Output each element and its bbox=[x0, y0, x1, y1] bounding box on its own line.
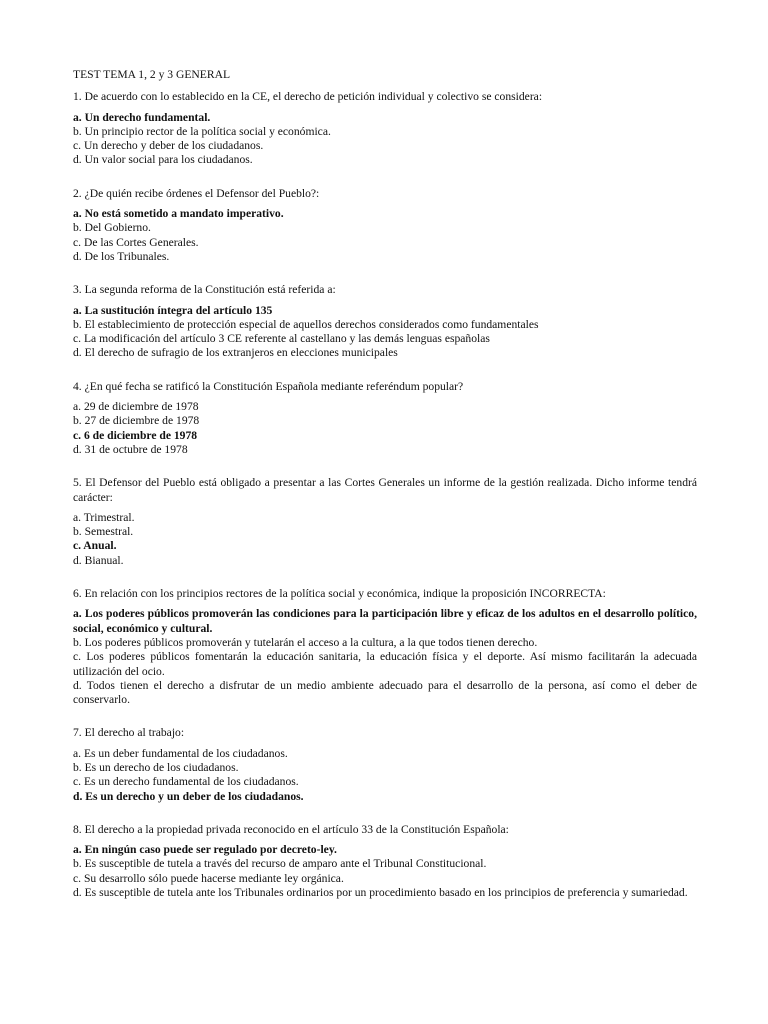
answer-option: c. Su desarrollo sólo puede hacerse mediante ley orgánica. bbox=[73, 871, 344, 885]
question-block bbox=[73, 283, 697, 360]
question-text: 3. La segunda reforma de la Constitución está referida a: bbox=[73, 283, 336, 297]
question-list bbox=[73, 90, 697, 900]
answer-option: c. De las Cortes Generales. bbox=[73, 235, 199, 249]
question-text: 5. El Defensor del Pueblo está obligado a presentar a las Cortes Generales un informe de la gestión realizada. Dicho informe tendrá carácter: bbox=[73, 476, 697, 504]
answer-option: b. 27 de diciembre de 1978 bbox=[73, 414, 200, 428]
answer-option: d. Es susceptible de tutela ante los Tribunales ordinarios por un procedimiento basado en los principios de preferencia y sumariedad. bbox=[73, 886, 688, 900]
answer-option: d. Bianual. bbox=[73, 553, 124, 567]
answer-option-correct: a. Los poderes públicos promoverán las condiciones para la participación libre y eficaz de los adultos en el desarrollo político, social, económico y cultural. bbox=[73, 607, 697, 635]
question-text: 8. El derecho a la propiedad privada reconocido en el artículo 33 de la Constitución Española: bbox=[73, 822, 509, 836]
question-block bbox=[73, 476, 697, 568]
answer-option: d. El derecho de sufragio de los extranjeros en elecciones municipales bbox=[73, 346, 398, 360]
answer-option: d. Todos tienen el derecho a disfrutar de un medio ambiente adecuado para el desarrollo de la persona, así como el deber de conservarlo. bbox=[73, 678, 697, 707]
answer-option-correct: a. La sustitución íntegra del artículo 135 bbox=[73, 303, 273, 317]
answer-option: c. Un derecho y deber de los ciudadanos. bbox=[73, 139, 264, 153]
question-block bbox=[73, 823, 697, 900]
answer-option: b. Un principio rector de la política social y económica. bbox=[73, 124, 331, 138]
question-block bbox=[73, 380, 697, 457]
document-title: TEST TEMA 1, 2 y 3 GENERAL bbox=[73, 68, 231, 81]
answer-option-correct: c. 6 de diciembre de 1978 bbox=[73, 428, 198, 442]
answer-option: a. Es un deber fundamental de los ciudadanos. bbox=[73, 746, 288, 760]
answer-option-correct: a. No está sometido a mandato imperativo. bbox=[73, 207, 284, 221]
answer-option: b. El establecimiento de protección especial de aquellos derechos considerados como fundamentales bbox=[73, 317, 539, 331]
answer-option: b. Es susceptible de tutela a través del recurso de amparo ante el Tribunal Constitucional. bbox=[73, 857, 487, 871]
answer-option: d. De los Tribunales. bbox=[73, 249, 170, 263]
question-block bbox=[73, 187, 697, 264]
answer-option-correct: a. En ningún caso puede ser regulado por decreto-ley. bbox=[73, 843, 337, 857]
answer-option-correct: a. Un derecho fundamental. bbox=[73, 110, 211, 124]
answer-option: a. Trimestral. bbox=[73, 510, 135, 524]
answer-option: c. La modificación del artículo 3 CE referente al castellano y las demás lenguas españolas bbox=[73, 332, 490, 346]
answer-option-correct: d. Es un derecho y un deber de los ciudadanos. bbox=[73, 789, 304, 803]
answer-option: b. Los poderes públicos promoverán y tutelarán el acceso a la cultura, a la que todos tienen derecho. bbox=[73, 635, 538, 649]
answer-option: c. Es un derecho fundamental de los ciudadanos. bbox=[73, 775, 299, 789]
question-text: 1. De acuerdo con lo establecido en la CE, el derecho de petición individual y colectivo se considera: bbox=[73, 90, 543, 104]
answer-option: b. Es un derecho de los ciudadanos. bbox=[73, 760, 239, 774]
answer-option: d. Un valor social para los ciudadanos. bbox=[73, 153, 253, 167]
document-page bbox=[73, 68, 697, 919]
question-block bbox=[73, 587, 697, 707]
question-text: 6. En relación con los principios rectores de la política social y económica, indique la proposición INCORRECTA: bbox=[73, 587, 606, 601]
question-text: 4. ¿En qué fecha se ratificó la Constitución Española mediante referéndum popular? bbox=[73, 379, 464, 393]
answer-option: b. Del Gobierno. bbox=[73, 221, 151, 235]
question-text: 2. ¿De quién recibe órdenes el Defensor del Pueblo?: bbox=[73, 186, 320, 200]
answer-option: d. 31 de octubre de 1978 bbox=[73, 442, 188, 456]
question-block bbox=[73, 90, 697, 167]
answer-option: c. Los poderes públicos fomentarán la educación sanitaria, la educación física y el deporte. Así mismo facilitarán la adecuada utilización del ocio. bbox=[73, 650, 697, 678]
question-text: 7. El derecho al trabajo: bbox=[73, 726, 185, 740]
question-block bbox=[73, 726, 697, 803]
answer-option: a. 29 de diciembre de 1978 bbox=[73, 400, 199, 414]
answer-option: b. Semestral. bbox=[73, 525, 134, 539]
answer-option-correct: c. Anual. bbox=[73, 539, 117, 553]
